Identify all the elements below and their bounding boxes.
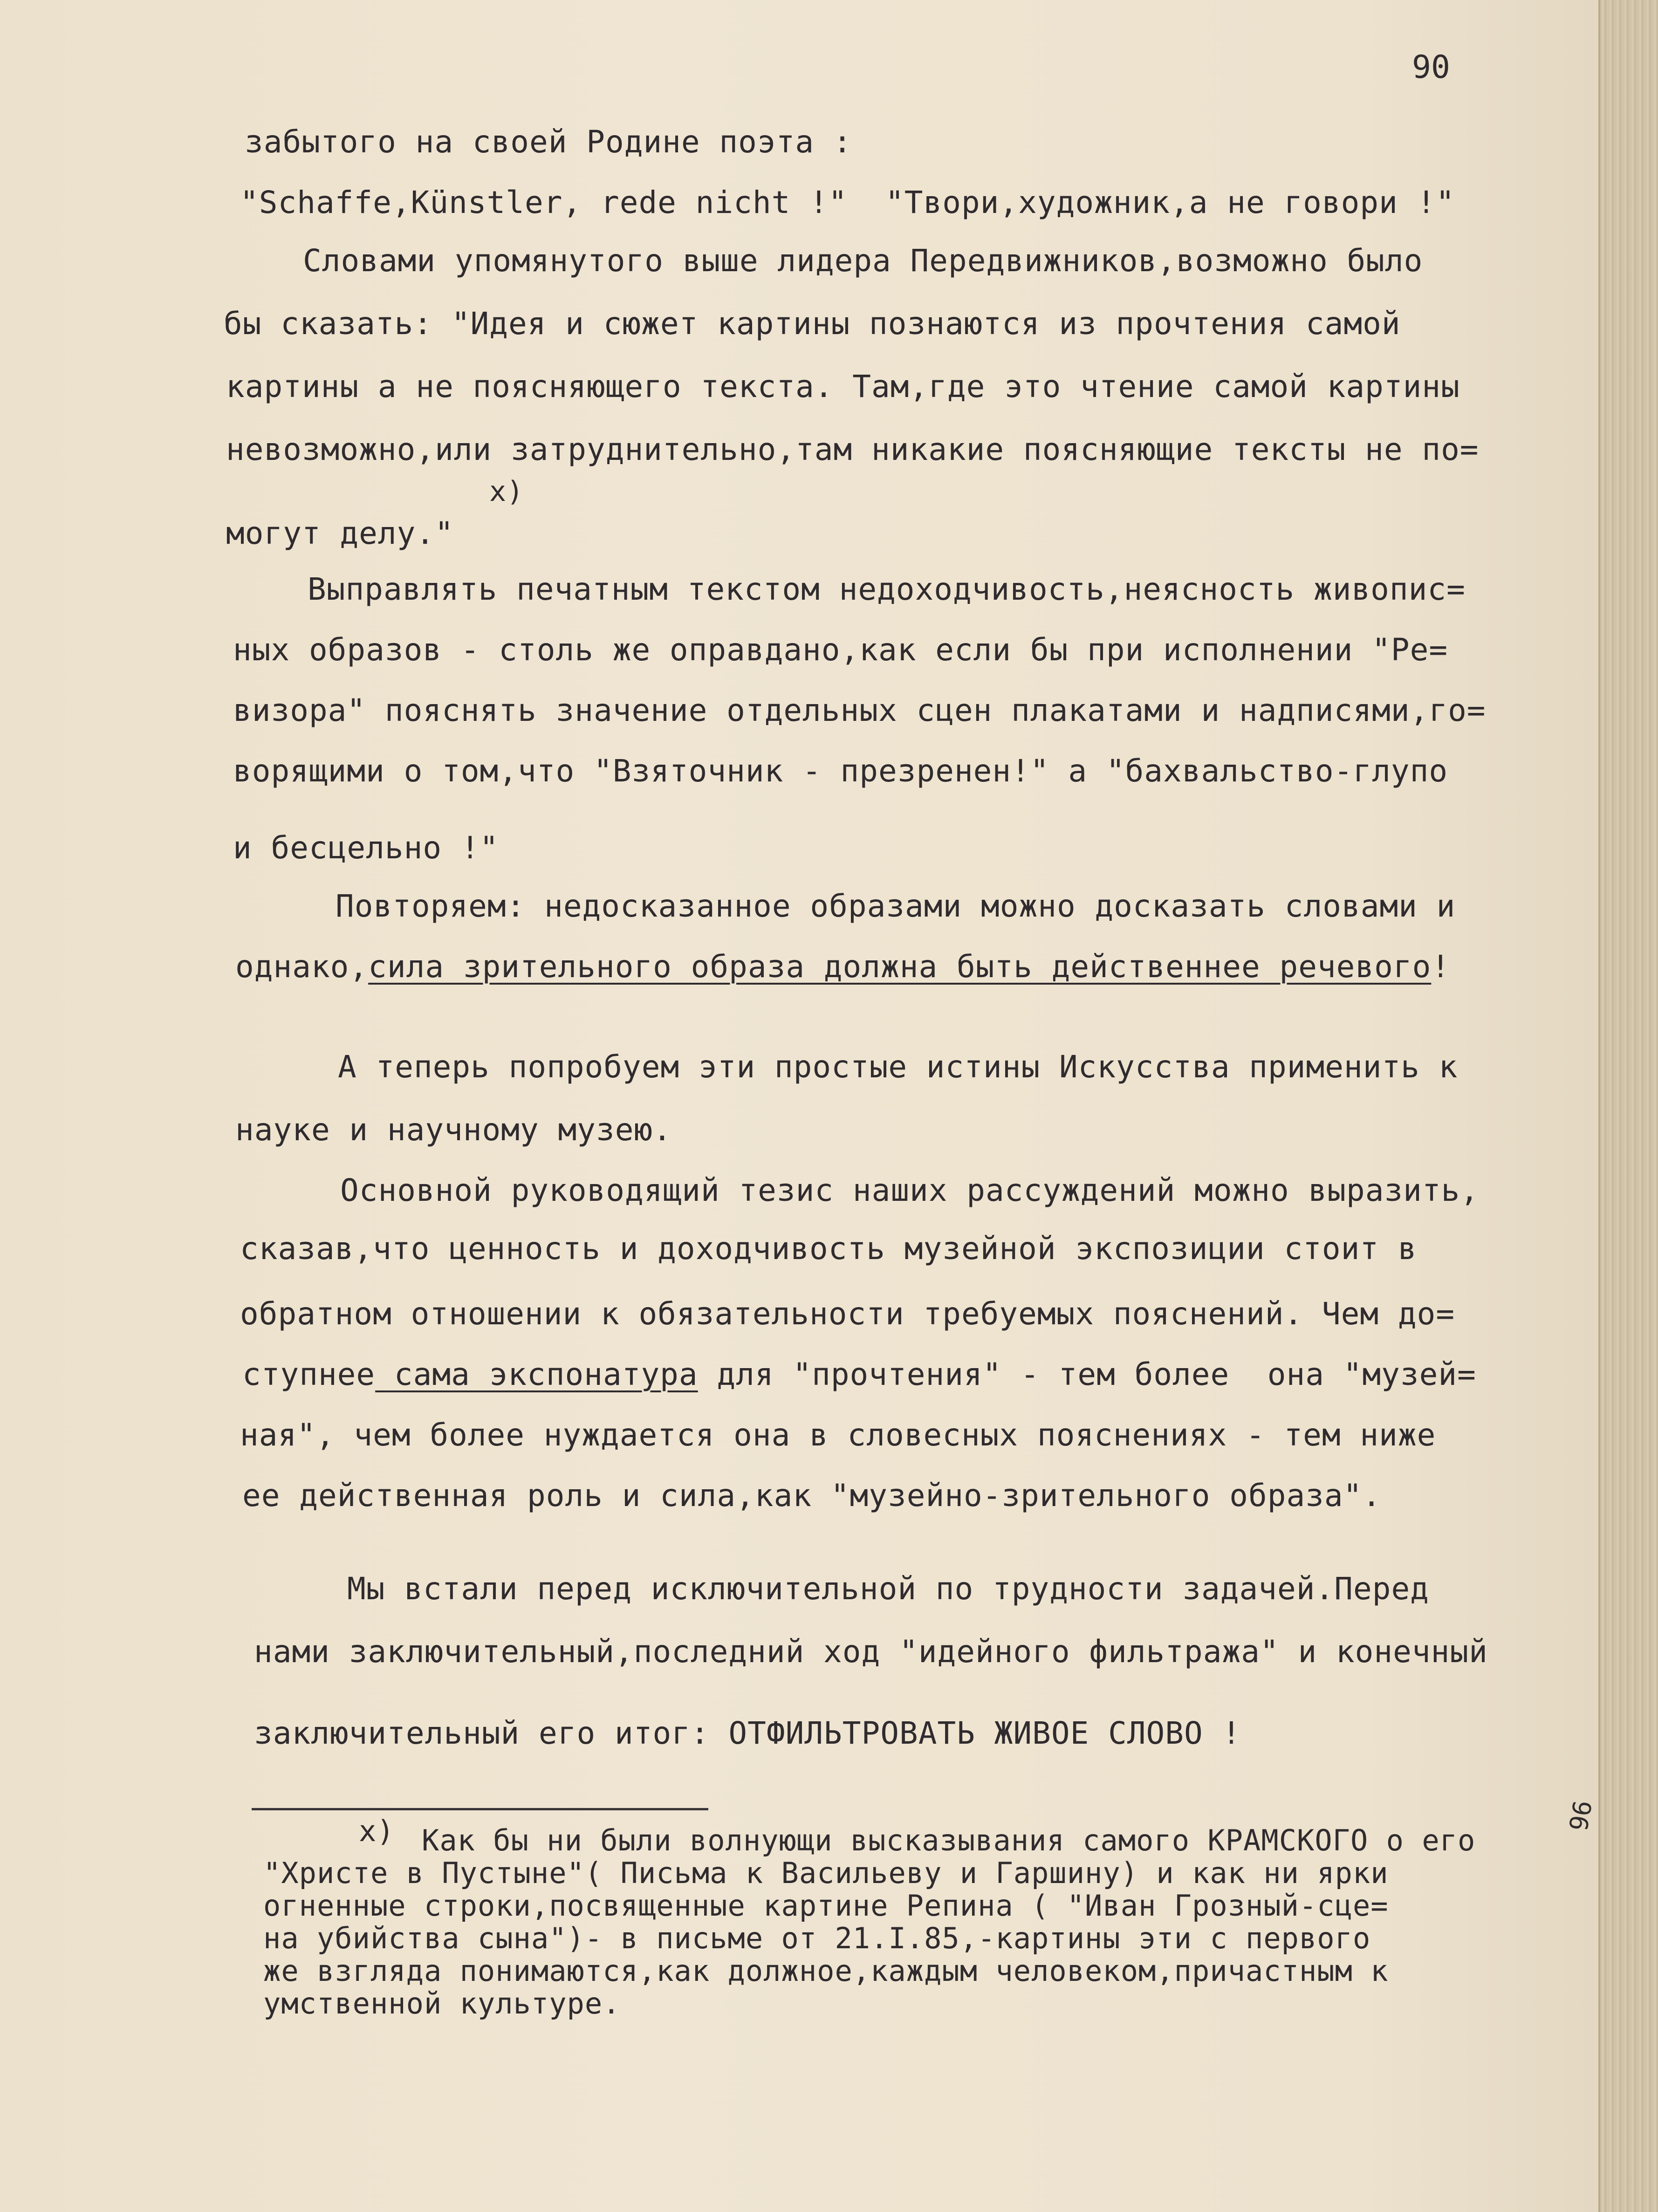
text-line: Мы встали перед исключительной по трудности задачей.Перед	[347, 1571, 1429, 1607]
text-line: заключительный его итог: ОТФИЛЬТРОВАТЬ ЖИВОЕ СЛОВО !	[254, 1715, 1241, 1751]
text-line: нами заключительный,последний ход "идейного фильтража" и конечный	[254, 1634, 1488, 1670]
text-line: забытого на своей Родине поэта :	[245, 124, 852, 160]
text-line	[235, 948, 1450, 986]
text-line: А теперь попробуем эти простые истины Искусства применить к	[338, 1049, 1458, 1085]
text-line: Повторяем: недосказанное образами можно досказать словами и	[336, 888, 1456, 924]
footnote-marker: x)	[359, 1814, 395, 1848]
footnote-line: умственной культуре.	[263, 1986, 621, 2020]
text-line: сказав,что ценность и доходчивость музейной экспозиции стоит в	[240, 1231, 1417, 1267]
text-line	[242, 1356, 1476, 1393]
text-line: ее действенная роль и сила,как "музейно-зрительного образа".	[242, 1478, 1382, 1513]
binding-edge	[1598, 0, 1658, 2212]
text-segment: ступнее	[242, 1356, 376, 1392]
text-line: ных образов - столь же оправдано,как если бы при исполнении "Ре=	[233, 632, 1448, 668]
text-line: Основной руководящий тезис наших рассуждений можно выразить,	[340, 1172, 1480, 1208]
footnote-divider	[252, 1808, 708, 1810]
text-line: бы сказать: "Идея и сюжет картины познаются из прочтения самой	[224, 306, 1401, 342]
archive-folio-mark: 96	[1563, 1798, 1598, 1833]
text-line: картины а не поясняющего текста. Там,где это чтение самой картины	[226, 369, 1460, 404]
text-line: могут делу."	[226, 515, 454, 551]
text-line: визора" пояснять значение отдельных сцен плакатами и надписями,го=	[233, 692, 1486, 728]
footnote-line: Как бы ни были волнующи высказывания самого КРАМСКОГО о его	[422, 1823, 1476, 1857]
underlined-text: сила зрительного образа должна быть действеннее речевого	[368, 949, 1432, 985]
footnote-line: "Христе в Пустыне"( Письма к Васильеву и Гаршину) и как ни ярки	[263, 1856, 1389, 1890]
text-line: невозможно,или затруднительно,там никакие поясняющие тексты не по=	[226, 431, 1479, 467]
footnote-line: огненные строки,посвященные картине Репина ( "Иван Грозный-сце=	[263, 1889, 1389, 1923]
underlined-text: сама экспонатура	[375, 1356, 698, 1392]
text-segment: для "прочтения" - тем более она "музей=	[698, 1356, 1476, 1392]
text-line: обратном отношении к обязательности требуемых пояснений. Чем до=	[240, 1296, 1455, 1332]
footnote-line: на убийства сына")- в письме от 21.I.85,-картины эти с первого	[263, 1921, 1371, 1955]
text-line: ворящими о том,что "Взяточник - презренен!" а "бахвальство-глупо	[233, 753, 1448, 789]
footnote-reference: x)	[489, 475, 524, 508]
text-segment: !	[1431, 949, 1451, 985]
text-line: "Schaffe,Künstler, rede nicht !" "Твори,художник,а не говори !"	[240, 185, 1455, 220]
text-line: и бесцельно !"	[233, 830, 499, 866]
page-number: 90	[1412, 49, 1450, 86]
footnote-line: же взгляда понимаются,как должное,каждым человеком,причастным к	[263, 1954, 1389, 1988]
text-line: ная", чем более нуждается она в словесных пояснениях - тем ниже	[240, 1417, 1436, 1453]
text-line: науке и научному музею.	[235, 1112, 672, 1148]
text-segment: однако,	[235, 949, 369, 985]
text-line: Словами упомянутого выше лидера Передвижников,возможно было	[303, 243, 1423, 279]
text-line: Выправлять печатным текстом недоходчивость,неясность живопис=	[308, 571, 1466, 607]
